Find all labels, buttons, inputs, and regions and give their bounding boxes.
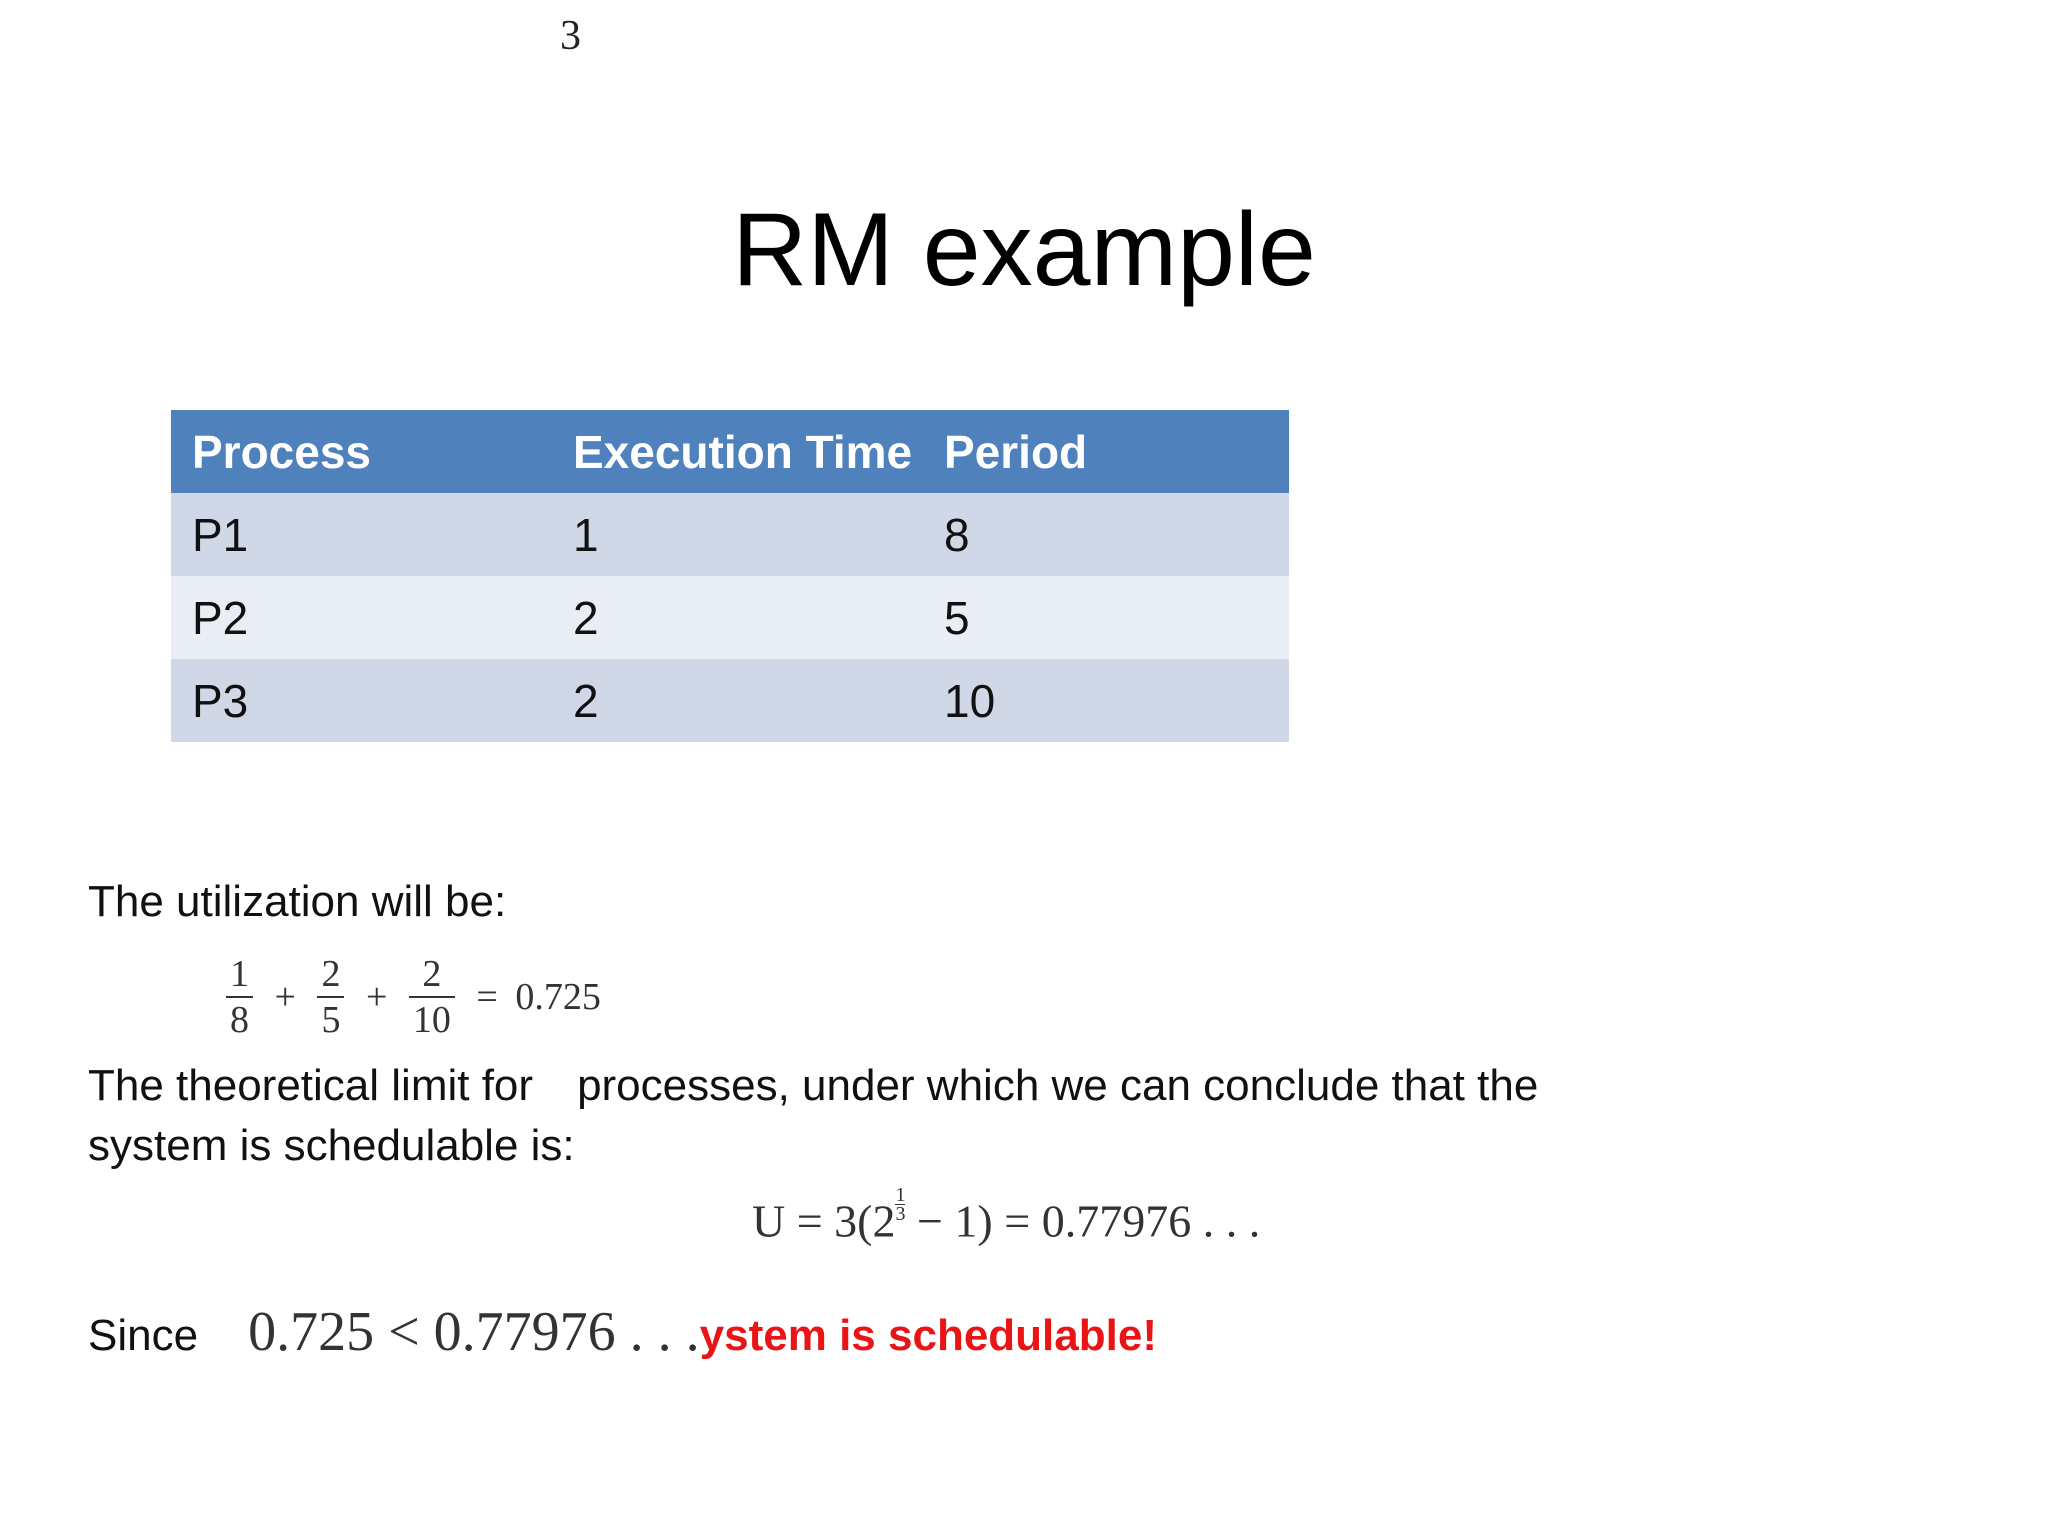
limit-formula	[752, 1186, 1260, 1247]
numerator: 2	[317, 952, 344, 998]
fraction-1-8	[226, 952, 253, 1042]
denominator: 8	[230, 999, 249, 1041]
cell-execution-time: 1	[552, 493, 923, 576]
cell-process: P1	[171, 493, 552, 576]
cell-period: 10	[923, 659, 1289, 742]
numerator: 2	[409, 952, 455, 998]
limit-text-line2: system is schedulable is:	[88, 1121, 575, 1170]
fraction-2-5	[317, 952, 344, 1042]
header-process: Process	[171, 410, 552, 493]
denominator: 5	[321, 999, 341, 1041]
cell-process: P2	[171, 576, 552, 659]
table-row	[171, 659, 1289, 742]
conclusion-text: ystem is schedulable!	[699, 1311, 1157, 1360]
cell-process: P3	[171, 659, 552, 742]
cell-execution-time: 2	[552, 659, 923, 742]
cell-period: 5	[923, 576, 1289, 659]
header-execution-time: Execution Time	[552, 410, 923, 493]
utilization-result: 0.725	[515, 976, 601, 1018]
plus-sign: +	[274, 976, 296, 1018]
limit-formula-lhs: U = 3(2	[752, 1195, 896, 1247]
table-row	[171, 493, 1289, 576]
fraction-2-10	[409, 952, 455, 1042]
equals-sign: =	[476, 976, 498, 1018]
since-math: 0.725 < 0.77976 . . .	[248, 1301, 700, 1363]
since-label: Since	[88, 1311, 199, 1360]
plus-sign: +	[365, 976, 388, 1018]
exponent-numerator: 1	[895, 1184, 906, 1206]
cell-period: 8	[923, 493, 1289, 576]
page-number: 3	[560, 13, 581, 59]
utilization-formula	[222, 952, 609, 1042]
cell-execution-time: 2	[552, 576, 923, 659]
table-row	[171, 576, 1289, 659]
limit-text-line1	[88, 1056, 1538, 1116]
utilization-intro: The utilization will be:	[88, 877, 507, 926]
numerator: 1	[226, 952, 253, 998]
process-table	[171, 410, 1289, 742]
limit-text-part1: The theoretical limit for	[88, 1061, 534, 1110]
exponent-fraction	[895, 1186, 905, 1223]
exponent-denominator: 3	[895, 1203, 906, 1225]
slide-title: RM example	[732, 192, 1316, 308]
since-line	[88, 1302, 1157, 1366]
limit-text-part2: processes, under which we can conclude that the	[577, 1061, 1539, 1110]
denominator: 10	[412, 999, 451, 1041]
limit-formula-rhs: − 1) = 0.77976 . . .	[905, 1195, 1261, 1247]
header-period: Period	[923, 410, 1289, 493]
table-header-row	[171, 410, 1289, 493]
